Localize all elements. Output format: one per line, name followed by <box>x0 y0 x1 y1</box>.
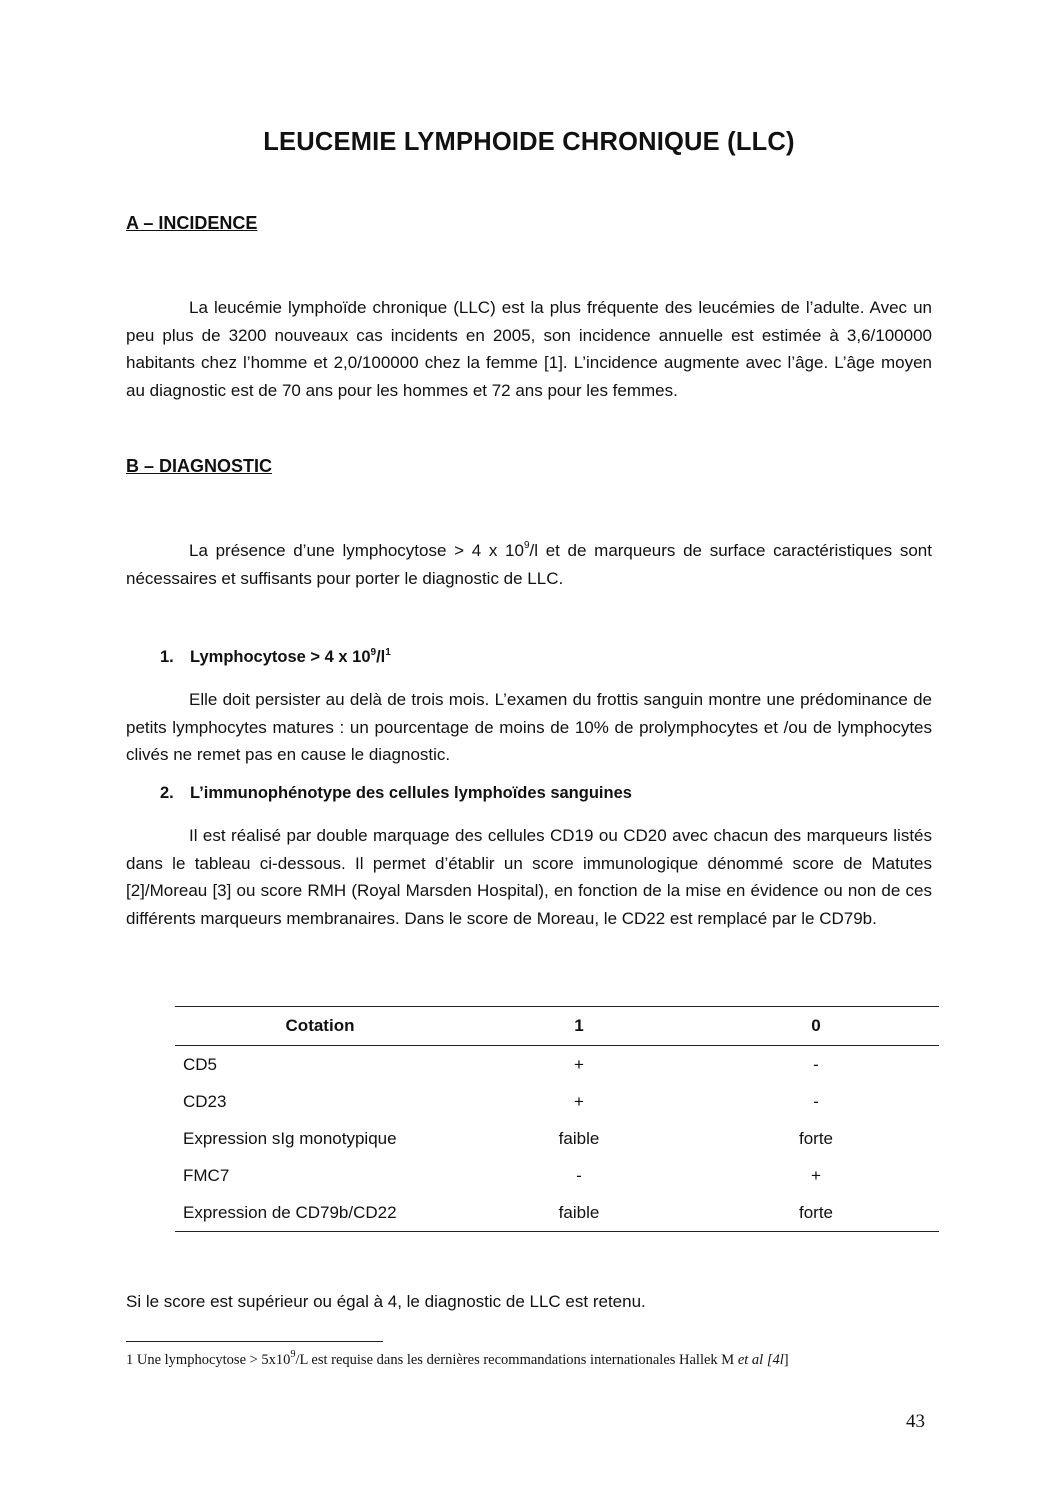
conclusion-text: Si le score est supérieur ou égal à 4, le diagnostic de LLC est retenu. <box>126 1292 646 1311</box>
table-cell-score-0: - <box>813 1054 819 1074</box>
section-a-paragraph: La leucémie lymphoïde chronique (LLC) est la plus fréquente des leucémies de l’adulte. Avec un peu plus de 3200 nouveaux cas incidents en 2005, son incidence annuelle est estimée à 3,6/100000 habitants chez l’homme et 2,0/100000 chez la femme [1]. L’incidence augmente avec l’âge. L’âge moyen au diagnostic est de 70 ans pour les hommes et 72 ans pour les femmes. <box>126 298 932 400</box>
page-title: LEUCEMIE LYMPHOIDE CHRONIQUE (LLC) <box>263 128 795 156</box>
table-row <box>175 1046 939 1084</box>
table-cell-score-0: - <box>813 1091 819 1111</box>
intro-text-1: La présence d’une lymphocytose > 4 x 10 <box>189 541 524 560</box>
table-cell-marker: CD5 <box>183 1054 218 1074</box>
footnote-text-1: Une lymphocytose > 5x10 <box>133 1352 291 1368</box>
table-row <box>175 1194 939 1232</box>
subsection-1-title <box>160 648 391 667</box>
table-row <box>175 1083 939 1120</box>
table-header-0: 0 <box>693 1007 939 1046</box>
table-cell-marker: FMC7 <box>183 1165 230 1185</box>
footnote-citation: et al [4l <box>737 1352 784 1368</box>
table-header-1: 1 <box>465 1007 693 1046</box>
intro-superscript: 9 <box>523 540 530 552</box>
cotation-table <box>175 1006 939 1232</box>
subsection-1-superscript: 9 <box>370 646 377 658</box>
section-b-heading: B – DIAGNOSTIC <box>126 456 273 476</box>
footnote-divider <box>126 1341 383 1342</box>
table-row <box>175 1120 939 1157</box>
page-number: 43 <box>906 1411 925 1432</box>
footnote-reference: 1 <box>385 646 391 658</box>
intro-text-2: /l et de marqueurs de surface caractéristiques sont nécessaires et suffisants pour porter le diagnostic de LLC. <box>126 541 932 588</box>
table-cell-score-0: + <box>811 1165 821 1185</box>
footnote-number: 1 <box>126 1352 134 1368</box>
subsection-1-text-1: Lymphocytose > 4 x 10 <box>190 648 371 666</box>
footnote-text-2: /L est requise dans les dernières recommandations internationales Hallek M <box>295 1352 738 1368</box>
section-a-heading: A – INCIDENCE <box>126 213 258 233</box>
table-cell-marker: Expression de CD79b/CD22 <box>175 1194 465 1232</box>
table-cell-score-0: forte <box>693 1194 939 1232</box>
footnote-superscript: 9 <box>290 1349 296 1361</box>
table-cell-score-1: + <box>574 1054 584 1074</box>
table-cell-marker: Expression sIg monotypique <box>183 1128 397 1148</box>
subsection-2-title <box>160 784 632 803</box>
table-cell-score-1: faible <box>465 1194 693 1232</box>
table-cell-marker: CD23 <box>183 1091 227 1111</box>
table-header-cotation: Cotation <box>175 1007 465 1046</box>
table-cell-score-1: - <box>576 1165 582 1185</box>
subsection-2-number: 2. <box>160 784 174 802</box>
table-cell-score-1: faible <box>558 1128 600 1148</box>
subsection-2-text: L’immunophénotype des cellules lymphoïdes sanguines <box>190 784 632 802</box>
section-b-intro <box>126 537 932 592</box>
subsection-1-number: 1. <box>160 648 174 666</box>
table-cell-score-0: forte <box>798 1128 834 1148</box>
table-cell-score-1: + <box>574 1091 584 1111</box>
subsection-2-paragraph: Il est réalisé par double marquage des cellules CD19 ou CD20 avec chacun des marqueurs listés dans le tableau ci-dessous. Il permet d’établir un score immunologique dénommé score de Matutes [2]/Moreau [3] ou score RMH (Royal Marsden Hospital), en fonction de la mise en évidence ou non de ces différents marqueurs membranaires. Dans le score de Moreau, le CD22 est remplacé par le CD79b. <box>126 826 932 928</box>
table-header-row <box>175 1007 939 1046</box>
footnote <box>126 1349 789 1369</box>
subsection-1-paragraph: Elle doit persister au delà de trois mois. L’examen du frottis sanguin montre une prédominance de petits lymphocytes matures : un pourcentage de moins de 10% de prolymphocytes et /ou de lymphocytes clivés ne remet pas en cause le diagnostic. <box>126 690 932 764</box>
footnote-close: ] <box>783 1352 789 1368</box>
subsection-1-text-2: /l <box>376 648 386 666</box>
table-row <box>175 1157 939 1194</box>
